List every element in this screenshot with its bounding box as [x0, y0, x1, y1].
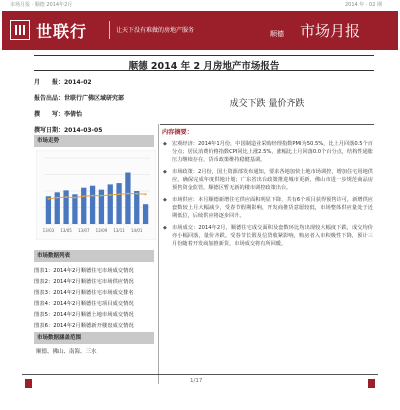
market-trend-chart: [36, 150, 156, 240]
chart-bar: [63, 190, 68, 224]
title-row: [34, 55, 374, 71]
chart-point: [56, 197, 58, 199]
issue-label: 顺德: [270, 30, 284, 38]
chart-point: [109, 194, 111, 196]
coverage-cities: 顺德、佛山、南海、三水: [36, 349, 97, 355]
meta-line: 月 报：2014-02: [34, 79, 92, 86]
header-banner: [2, 11, 398, 50]
report-meta: [34, 75, 154, 139]
report-title: 顺德 2014 年 2 月房地产市场报告: [128, 61, 280, 72]
section-header-trend: 市场走势: [34, 135, 154, 147]
footer-divider: [22, 374, 378, 375]
chart-point: [145, 193, 147, 195]
summary-body: [163, 140, 373, 252]
chart-point: [136, 193, 138, 195]
summary-paragraph: ◆ 市场成交：2014年2月，顺德住宅成交面积及套数环比均出现较大幅度下跌，成交均价亦小幅回落，量价齐跌。受春节长假及信贷收紧影响，购房者入市积极性下降，预计三月份随着开发商加推新货，市场成交将有所回暖。: [163, 224, 373, 248]
chart-tick-label: 13/07: [77, 228, 90, 233]
footer-mark-left-icon: [25, 379, 32, 388]
header-date: 2014 年 · 02 期: [344, 2, 382, 8]
chart-tick-label: 14/01: [130, 228, 143, 233]
chart-point: [100, 195, 102, 197]
chart-bar: [134, 191, 139, 224]
section-header-coverage: 市场数据涵盖范围: [34, 332, 154, 344]
page-number: 1/17: [190, 378, 203, 384]
summary-paragraph: ◆ 市场政策：2月份，国土资源部发布通知，要求各地加快土地市场调控，增加住宅用地供应，确保完成年度供地计划；广东省出台政策推进城市更新，佛山市进一步规范商品房预售资金监管，顺德区暂无新的楼市调控政策出台。: [163, 168, 373, 192]
table-list-item[interactable]: 图表4：2014年2月顺德住宅项目成交情况: [34, 301, 134, 307]
chart-bar: [90, 186, 95, 224]
chart-bar: [81, 188, 86, 224]
chart-point: [83, 195, 85, 197]
report-subtitle: 成交下跌 量价齐跌: [229, 99, 305, 109]
table-list: [34, 266, 154, 332]
meta-line: 报告出品：世联行广佛区域研究部: [34, 95, 125, 102]
chart-bar: [108, 184, 113, 224]
company-tagline: 让天下没有难做的房地产服务: [116, 27, 195, 34]
chart-bar: [125, 173, 130, 224]
chart-point: [65, 196, 67, 198]
chart-point: [47, 198, 49, 200]
chart-bar: [72, 194, 77, 224]
chart-point: [74, 197, 76, 199]
banner-divider: [109, 21, 110, 39]
chart-point: [92, 195, 94, 197]
chart-point: [127, 193, 129, 195]
meta-line: 撰 写：李倩怡: [34, 111, 83, 118]
company-name: 世联行: [36, 22, 88, 41]
summary-paragraph: ◆ 宏观经济：2014年1月份，中国制造业采购经理指数PMI为50.5%，比上月回落0.5个百分点；居民消费价格指数CPI同比上涨2.5%，涨幅比上月回落0.0个百分点，结构性通胀压力继续存在，货币政策维持稳健基调。: [163, 140, 373, 164]
meta-line: 撰写日期：2014-03-05: [34, 127, 103, 134]
section-header-tables: 市场数据列表: [34, 250, 154, 262]
table-list-item[interactable]: 图表5：2014年2月顺德土地市场成交情况: [34, 312, 134, 318]
top-header-strip: [0, 0, 400, 8]
table-list-item[interactable]: 图表1：2014年2月顺德住宅市场成交情况: [34, 268, 134, 274]
chart-bar: [116, 183, 121, 224]
chart-tick-label: 13/09: [95, 228, 108, 233]
summary-divider: [160, 124, 374, 125]
table-list-item[interactable]: 图表6：2014年2月顺德新开楼盘成交情况: [34, 323, 134, 329]
chart-tick-label: 13/11: [113, 228, 125, 233]
table-list-item[interactable]: 图表2：2014年2月顺德住宅市场供应情况: [34, 279, 134, 285]
column-divider: [158, 124, 159, 384]
summary-heading: 内容摘要：: [162, 129, 193, 136]
summary-paragraph: ◆ 市场供应：本月顺德新增住宅供应面积明显下降，共有6个项目获得预售许可，新增供应套数较上月大幅减少，受春节假期影响，开发商推货意愿较低，市场整体供应量处于近期低位，后续供应将逐步回升。: [163, 196, 373, 220]
table-list-item[interactable]: 图表3：2014年2月顺德住宅市场成交排名: [34, 290, 134, 296]
chart-tick-label: 13/03: [42, 228, 55, 233]
footer-mark-right-icon: [368, 379, 375, 388]
chart-bar: [143, 204, 148, 224]
chart-bar: [46, 196, 51, 224]
header-left-text: 市场月报 · 顺德 2014年2月: [10, 2, 73, 8]
report-series-name: 市场月报: [300, 22, 361, 40]
chart-tick-label: 13/05: [60, 228, 72, 233]
chart-point: [118, 193, 120, 195]
company-logo-icon: [10, 20, 30, 40]
